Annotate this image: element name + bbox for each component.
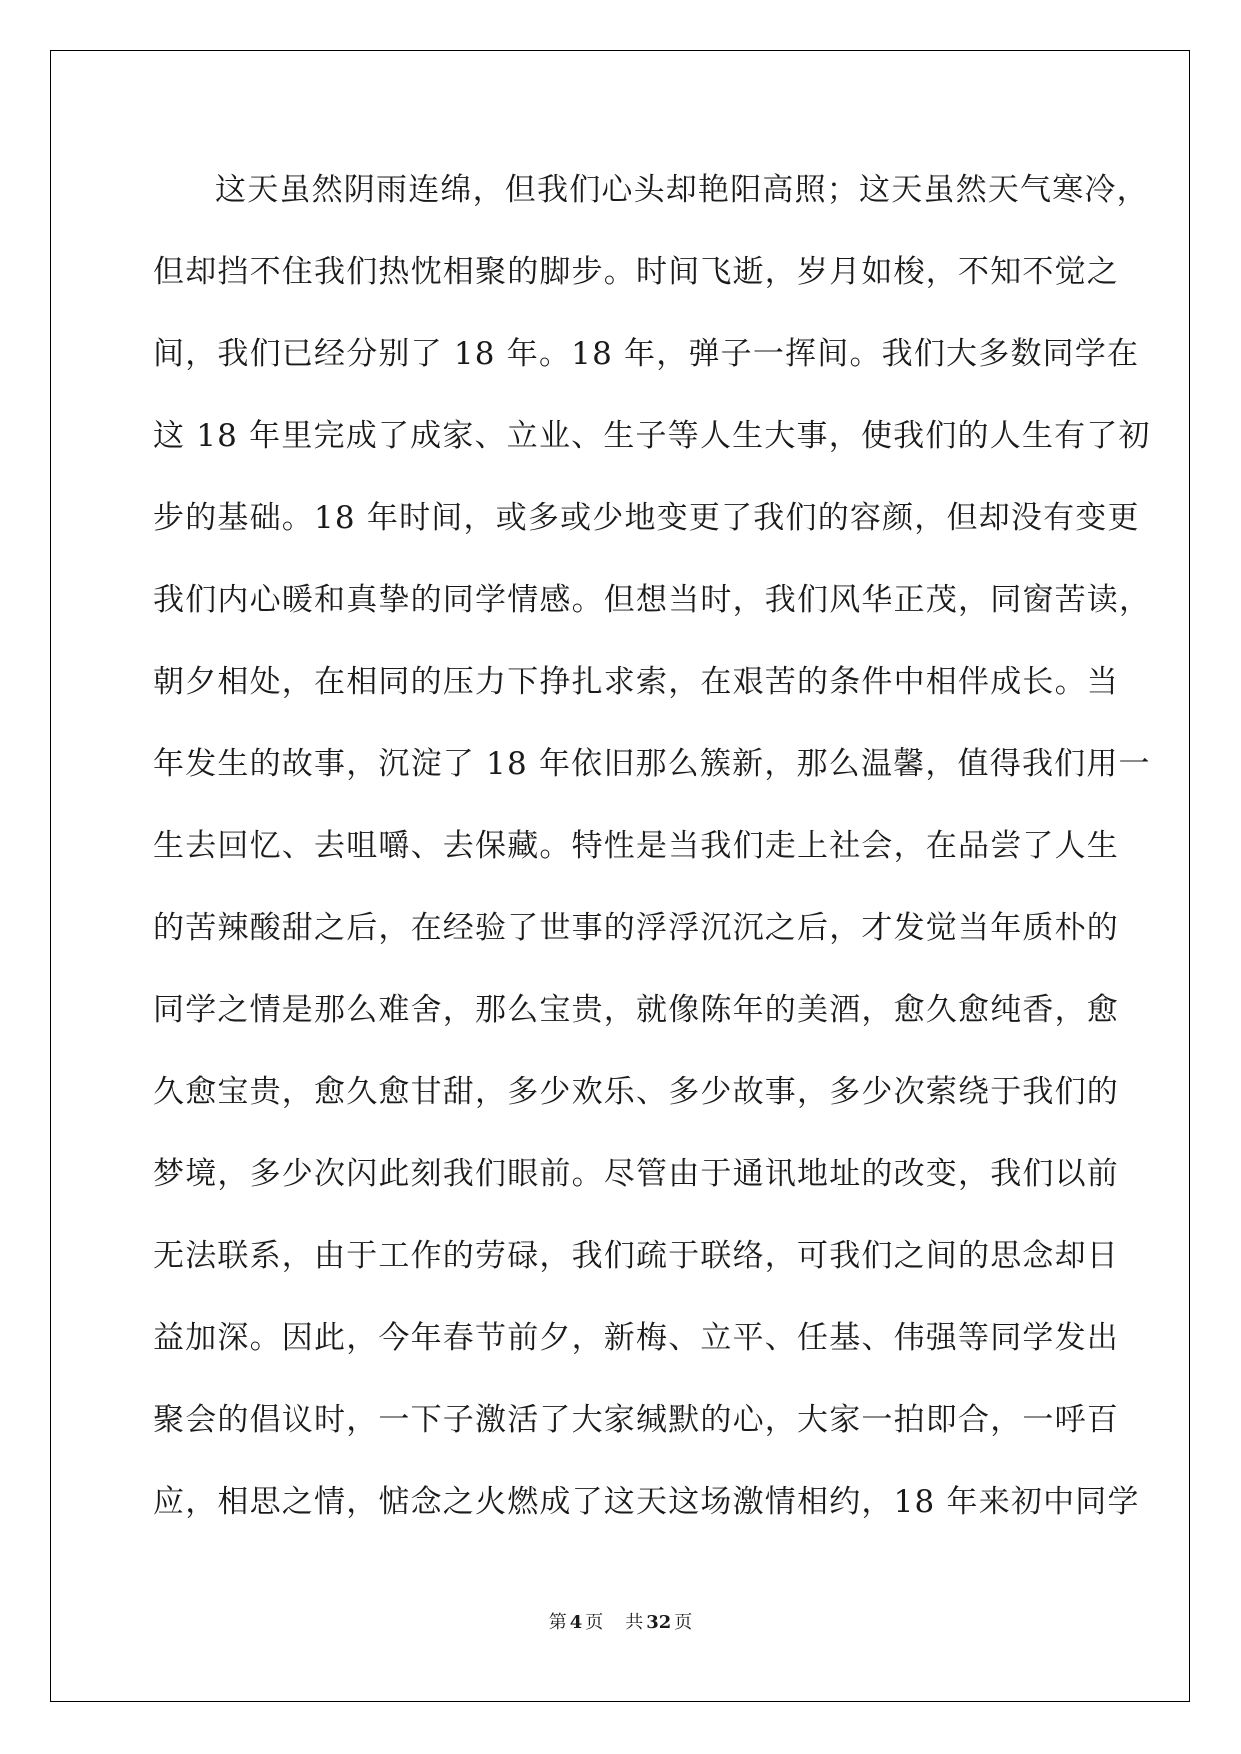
total-prefix: 共 bbox=[625, 1612, 644, 1633]
text-line: 无法联系，由于工作的劳碌，我们疏于联络，可我们之间的思念却日 bbox=[153, 1238, 1119, 1274]
text-line: 梦境，多少次闪此刻我们眼前。尽管由于通讯地址的改变，我们以前 bbox=[153, 1156, 1119, 1192]
page-prefix: 第 bbox=[548, 1612, 567, 1633]
page-footer bbox=[0, 1608, 1241, 1634]
total-pages: 32 bbox=[646, 1612, 672, 1633]
text-line: 聚会的倡议时，一下子激活了大家缄默的心，大家一拍即合，一呼百 bbox=[153, 1402, 1119, 1438]
body-paragraph bbox=[153, 170, 1152, 1564]
text-line: 年发生的故事，沉淀了 18 年依旧那么簇新，那么温馨，值得我们用一 bbox=[153, 746, 1151, 782]
text-line: 间，我们已经分别了 18 年。18 年，弹子一挥间。我们大多数同学在 bbox=[153, 336, 1140, 372]
text-line: 朝夕相处，在相同的压力下挣扎求索，在艰苦的条件中相伴成长。当 bbox=[153, 664, 1119, 700]
text-line: 生去回忆、去咀嚼、去保藏。特性是当我们走上社会，在品尝了人生 bbox=[153, 828, 1119, 864]
text-line: 同学之情是那么难舍，那么宝贵，就像陈年的美酒，愈久愈纯香，愈 bbox=[153, 992, 1119, 1028]
text-line: 我们内心暖和真挚的同学情感。但想当时，我们风华正茂，同窗苦读， bbox=[153, 582, 1152, 618]
page-suffix: 页 bbox=[585, 1612, 604, 1633]
text-line: 这 18 年里完成了成家、立业、生子等人生大事，使我们的人生有了初 bbox=[153, 418, 1151, 454]
text-line: 久愈宝贵，愈久愈甘甜，多少欢乐、多少故事，多少次萦绕于我们的 bbox=[153, 1074, 1119, 1110]
text-line: 这天虽然阴雨连绵，但我们心头却艳阳高照；这天虽然天气寒冷， bbox=[215, 172, 1149, 208]
text-line: 步的基础。18 年时间，或多或少地变更了我们的容颜，但却没有变更 bbox=[153, 500, 1140, 536]
page-number: 4 bbox=[569, 1612, 583, 1633]
total-suffix: 页 bbox=[674, 1612, 693, 1633]
text-line: 但却挡不住我们热忱相聚的脚步。时间飞逝，岁月如梭，不知不觉之 bbox=[153, 254, 1119, 290]
text-line: 的苦辣酸甜之后，在经验了世事的浮浮沉沉之后，才发觉当年质朴的 bbox=[153, 910, 1119, 946]
text-line: 应，相思之情，惦念之火燃成了这天这场激情相约，18 年来初中同学 bbox=[153, 1484, 1140, 1520]
text-line: 益加深。因此，今年春节前夕，新梅、立平、任基、伟强等同学发出 bbox=[153, 1320, 1119, 1356]
